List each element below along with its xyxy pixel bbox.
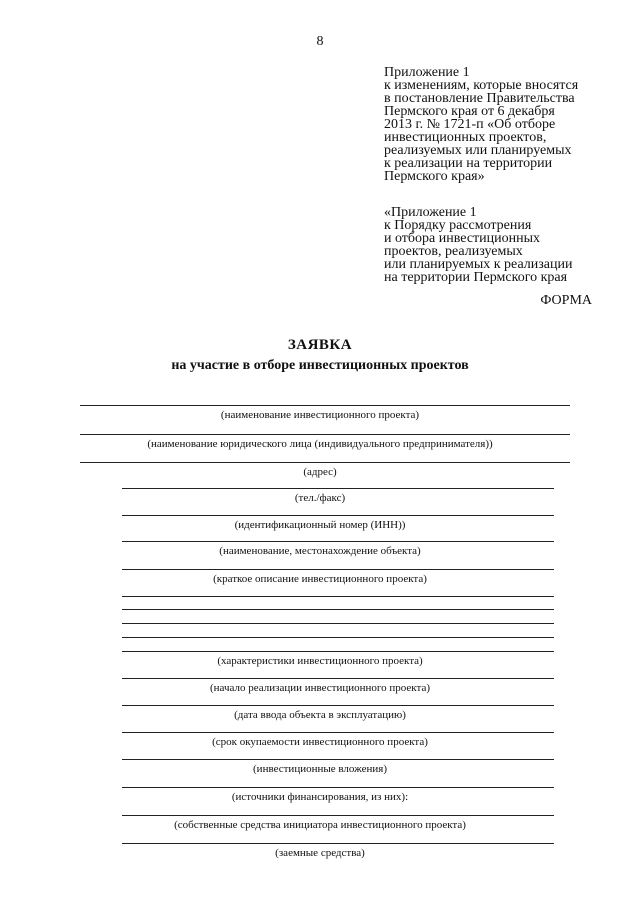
- field-caption: (дата ввода объекта в эксплуатацию): [234, 709, 406, 721]
- fill-line-start-date[interactable]: [122, 678, 554, 679]
- appendix-1-line: к изменениям, которые вносятся: [384, 78, 579, 93]
- appendix-1-line: инвестиционных проектов,: [384, 130, 547, 145]
- field-caption: (адрес): [303, 466, 337, 478]
- field-caption: (инвестиционные вложения): [253, 763, 387, 775]
- field-caption: (наименование инвестиционного проекта): [220, 409, 420, 421]
- appendix-2-line: и отбора инвестиционных: [384, 231, 541, 246]
- fill-line-payback-period[interactable]: [122, 732, 554, 733]
- fill-line-characteristics[interactable]: [122, 651, 554, 652]
- appendix-1-line: к реализации на территории: [384, 156, 553, 171]
- field-caption: (идентификационный номер (ИНН)): [234, 519, 406, 531]
- fill-line-address[interactable]: [80, 462, 570, 463]
- fill-line-phone-fax[interactable]: [122, 488, 554, 489]
- field-caption: (наименование юридического лица (индивидуального предпринимателя)): [147, 438, 493, 450]
- field-caption: (характеристики инвестиционного проекта): [217, 655, 423, 667]
- field-caption: (срок окупаемости инвестиционного проекта): [212, 736, 428, 748]
- fill-line-borrowed-funds[interactable]: [122, 843, 554, 844]
- appendix-1-line: Пермского края от 6 декабря: [384, 104, 555, 119]
- field-caption: (источники финансирования, из них):: [231, 791, 409, 803]
- appendix-1-line: 2013 г. № 1721-п «Об отборе: [384, 117, 556, 132]
- fill-line-project-name[interactable]: [80, 405, 570, 406]
- fill-line-funding-sources[interactable]: [122, 787, 554, 788]
- fill-line-inn[interactable]: [122, 515, 554, 516]
- appendix-1-line: реализуемых или планируемых: [384, 143, 572, 158]
- appendix-2-line: к Порядку рассмотрения: [384, 218, 532, 233]
- appendix-2-line: на территории Пермского края: [384, 270, 568, 285]
- fill-line-description-extra[interactable]: [122, 596, 554, 597]
- fill-line-investments[interactable]: [122, 759, 554, 760]
- fill-line-description-extra[interactable]: [122, 623, 554, 624]
- appendix-2-line: проектов, реализуемых: [384, 244, 523, 259]
- appendix-1-line: Приложение 1: [384, 65, 470, 80]
- appendix-2-line: или планируемых к реализации: [384, 257, 573, 272]
- appendix-1-line: в постановление Правительства: [384, 91, 575, 106]
- fill-line-commissioning-date[interactable]: [122, 705, 554, 706]
- fill-line-description-extra[interactable]: [122, 609, 554, 610]
- field-caption: (тел./факс): [294, 492, 346, 504]
- fill-line-object-location[interactable]: [122, 541, 554, 542]
- field-caption: (начало реализации инвестиционного проекта): [209, 682, 430, 694]
- field-caption: (собственные средства инициатора инвестиционного проекта): [174, 819, 466, 831]
- field-caption: (краткое описание инвестиционного проекта): [213, 573, 427, 585]
- document-subtitle: на участие в отборе инвестиционных проектов: [171, 358, 469, 373]
- appendix-2-line: «Приложение 1: [384, 205, 477, 220]
- appendix-1-line: Пермского края»: [384, 169, 485, 184]
- field-caption: (наименование, местонахождение объекта): [219, 545, 421, 557]
- fill-line-legal-entity[interactable]: [80, 434, 570, 435]
- field-caption: (заемные средства): [275, 847, 365, 859]
- fill-line-description-extra[interactable]: [122, 637, 554, 638]
- fill-line-short-description[interactable]: [122, 569, 554, 570]
- fill-line-own-funds[interactable]: [122, 815, 554, 816]
- form-label: ФОРМА: [540, 293, 592, 308]
- page-number: 8: [316, 34, 324, 49]
- document-title: ЗАЯВКА: [287, 337, 353, 353]
